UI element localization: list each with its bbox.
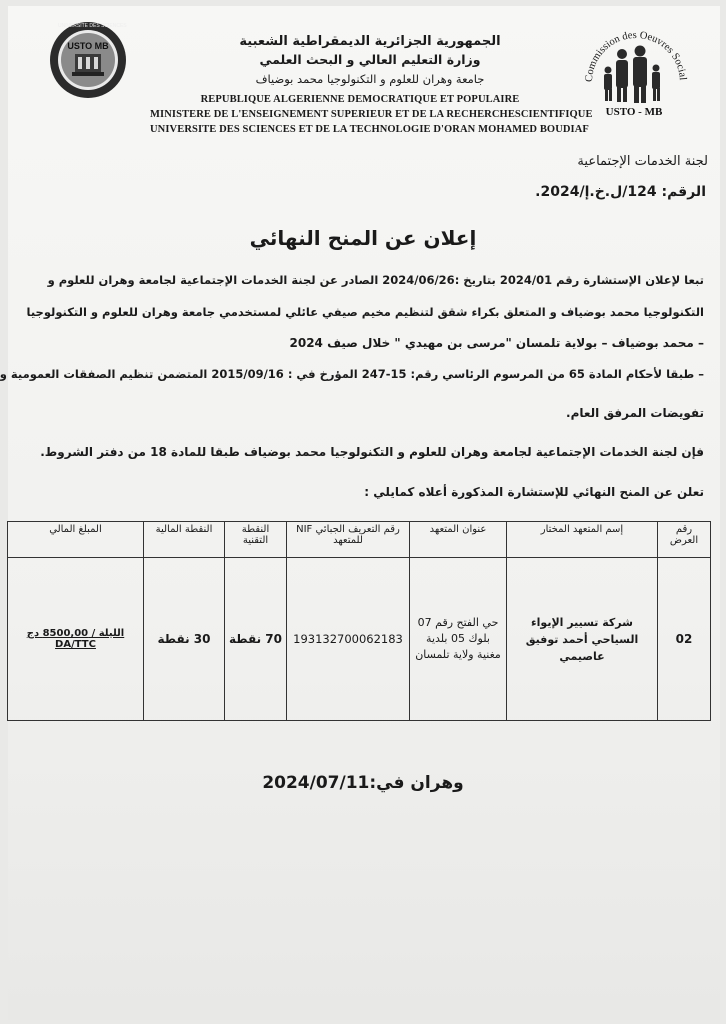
usto-university-logo (48, 20, 128, 100)
paragraph-line-7: تعلن عن المنح النهائي للإستشارة المذكورة أعلاه كمايلي : (364, 485, 704, 499)
paragraph-line-1: تبعا لإعلان الإستشارة رقم 2024/01 بتاريخ :2024/06/26 الصادر عن لجنة الخدمات الإجتماعية لجامعة وهران للعلوم و (47, 273, 704, 287)
commission-logo-bottom-text: USTO - MB (605, 106, 663, 118)
paragraph-line-2: التكنولوجيا محمد بوضياف و المتعلق بكراء شقق لتنظيم مخيم صيفي عائلي لمستخدمي جامعة وهران للعلوم و التكنولوجيا (26, 305, 704, 319)
usto-logo-top-text: UNIVERSITE DES SCIENCES (58, 23, 127, 29)
header-ar-university: جامعة وهران للعلوم و التكنولوجيا محمد بوضياف (255, 72, 485, 86)
cell-nif: 193132700062183 (287, 558, 410, 721)
header-contractor-address: عنوان المتعهد (410, 522, 507, 558)
header-fr-university: UNIVERSITE DES SCIENCES ET DE LA TECHNOLOGIE D'ORAN MOHAMED BOUDIAF (150, 124, 589, 135)
commission-oeuvres-sociales-logo (578, 18, 690, 130)
header-ar-republic: الجمهورية الجزائرية الديمقراطية الشعبية (239, 34, 501, 49)
cell-contractor-name: شركة تسيير الإيواء السياحي أحمد توفيق عاصيمي (507, 558, 658, 721)
table-row (8, 558, 711, 721)
header-nif: رقم التعريف الجبائي NIF للمتعهد (287, 522, 410, 558)
paragraph-line-5: تفويضات المرفق العام. (566, 406, 704, 420)
commission-logo-arc-text: Commission des Oeuvres Social (583, 29, 688, 83)
header-ar-ministry: وزارة التعليم العالي و البحث العلمي (259, 52, 481, 67)
page-title: إعلان عن المنح النهائي (249, 226, 477, 250)
paragraph-line-3: – محمد بوضياف – بولاية تلمسان "مرسى بن مهيدي " خلال صيف 2024 (289, 336, 704, 350)
amount-currency-ttc: DA/TTC (55, 639, 96, 650)
footer-place-date: وهران في:2024/07/11 (262, 773, 464, 793)
header-technical-score: النقطة التقنية (225, 522, 287, 558)
svg-text:Commission des Oeuvres Sociale (578, 18, 688, 82)
table-header-row (8, 522, 711, 558)
paragraph-line-6: فإن لجنة الخدمات الإجتماعية لجامعة وهران للعلوم و التكنولوجيا محمد بوضياف طبقا للمادة 18 من دفتر الشروط. (40, 445, 704, 459)
header-offer-number: رقم العرض (658, 522, 711, 558)
paragraph-line-4: – طبقا لأحكام المادة 65 من المرسوم الرئاسي رقم: 15-247 المؤرخ في : 2015/09/16 المتضمن تنظيم الصفقات العمومية و (0, 367, 704, 381)
award-table (7, 521, 711, 721)
cell-financial-score: 30 نقطة (144, 558, 225, 721)
header-contractor-name: إسم المتعهد المختار (507, 522, 658, 558)
cell-technical-score: 70 نقطة (225, 558, 287, 721)
cell-amount (8, 558, 144, 721)
header-fr-republic: REPUBLIQUE ALGERIENNE DEMOCRATIQUE ET POPULAIRE (200, 94, 520, 105)
header-fr-ministry: MINISTERE DE L'ENSEIGNEMENT SUPERIEUR ET DE LA RECHERCHESCIENTIFIQUE (150, 109, 593, 120)
usto-logo-center-text: USTO MB (67, 41, 109, 51)
cell-contractor-address: حي الفتح رقم 07 بلوك 05 بلدية مغنية ولاية تلمسان (410, 558, 507, 721)
amount-per-night: الليلة / 8500,00 دج (26, 628, 125, 639)
header-financial-score: النقطة المالية (144, 522, 225, 558)
committee-name: لجنة الخدمات الإجتماعية (577, 154, 708, 169)
cell-offer-number: 02 (658, 558, 711, 721)
reference-number: الرقم: 124/ل.خ.إ/2024. (535, 184, 706, 200)
header-amount: المبلغ المالي (8, 522, 144, 558)
